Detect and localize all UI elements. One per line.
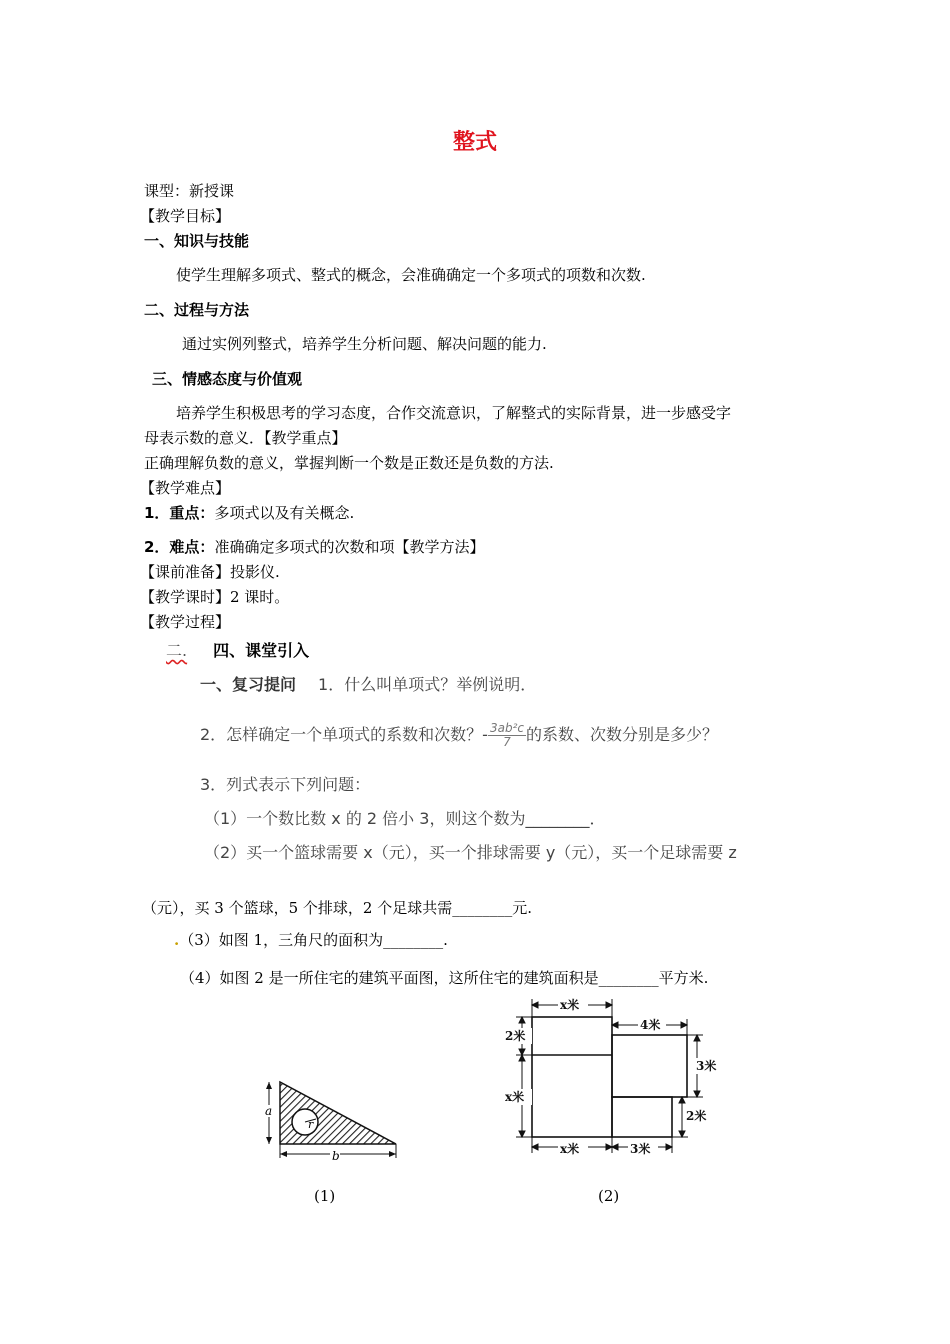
fig2-label-bottom-right: 3米 [630, 1142, 651, 1156]
review-q3-2-cont: （元），买 3 个篮球，5 个排球，2 个足球共需________元. [142, 899, 532, 917]
fig2-label-right-top: 4米 [640, 1018, 661, 1032]
fig2-label-left-top: 2米 [505, 1029, 526, 1043]
section3-text-2: 母表示数的意义．【教学重点】 [144, 429, 347, 447]
difficult-point-row [144, 537, 484, 557]
difficulty-heading: 【教学难点】 [140, 479, 231, 497]
q2-fraction [488, 722, 526, 749]
review-q3: 3．列式表示下列问题： [200, 775, 371, 794]
key-points-text: 正确理解负数的意义，掌握判断一个数是正数还是负数的方法. [144, 454, 554, 472]
plan-right-upper-room [612, 1035, 687, 1097]
prep-line: 【课前准备】投影仪. [140, 563, 280, 581]
figure2-floorplan [500, 995, 730, 1165]
fig1-label-r: r [308, 1118, 314, 1131]
q2-fraction-bottom: 7 [503, 735, 511, 749]
plan-right-lower-room [612, 1097, 672, 1137]
key-point-text: 多项式以及有关概念. [214, 504, 355, 522]
fig2-label-right-low: 2米 [686, 1109, 707, 1123]
course-type: 课型：新授课 [144, 182, 235, 200]
section2-heading: 二、过程与方法 [144, 301, 250, 319]
process-line: 【教学过程】 [140, 613, 231, 631]
key-point-label: 1．重点： [144, 504, 215, 522]
fig2-label-top: x米 [560, 998, 580, 1012]
review-q1: 1．什么叫单项式？举例说明． [318, 675, 537, 694]
review-q2-after: 的系数、次数分别是多少？ [525, 725, 718, 744]
figure2-caption: (2) [598, 1187, 620, 1205]
difficult-point-text: 准确确定多项式的次数和项【教学方法】 [214, 538, 485, 556]
intro-heading-row [166, 641, 309, 661]
review-q3-3: （3）如图 1，三角尺的面积为________. [179, 931, 448, 949]
section1-text: 使学生理解多项式、整式的概念，会准确确定一个多项式的项数和次数. [176, 266, 646, 284]
objectives-heading: 【教学目标】 [140, 207, 231, 225]
intro-heading: 四、课堂引入 [213, 641, 310, 660]
figure1-triangle [260, 1070, 410, 1165]
fig2-label-right-mid: 3米 [696, 1059, 717, 1073]
review-q2-before: 2．怎样确定一个单项式的系数和次数？- [200, 725, 488, 744]
figure1-caption: (1) [314, 1187, 336, 1205]
section3-heading: 三、情感态度与价值观 [152, 370, 303, 388]
fig2-label-left-mid: x米 [505, 1090, 525, 1104]
review-q2-row [200, 722, 718, 749]
page-title: 整式 [452, 130, 497, 155]
fig2-label-bottom-left: x米 [560, 1142, 580, 1156]
fig1-label-a: a [265, 1104, 273, 1118]
review-q3-1: （1）一个数比数 x 的 2 倍小 3，则这个数为________． [204, 809, 606, 828]
q2-fraction-top: 3ab²c [489, 721, 524, 735]
section1-heading: 一、知识与技能 [144, 232, 250, 250]
fig1-label-b: b [332, 1149, 340, 1163]
review-q3-4: （4）如图 2 是一所住宅的建筑平面图，这所住宅的建筑面积是________平方米. [180, 969, 709, 987]
review-q3-2: （2）买一个篮球需要 x（元），买一个排球需要 y（元），买一个足球需要 z [204, 843, 737, 862]
section2-text: 通过实例列整式，培养学生分析问题、解决问题的能力. [182, 335, 547, 353]
review-row [200, 675, 536, 695]
intro-prefix: 二. [166, 641, 188, 660]
review-heading: 一、复习提问 [200, 675, 297, 694]
difficult-point-label: 2．难点： [144, 538, 215, 556]
hours-line: 【教学课时】2 课时。 [140, 588, 290, 606]
key-point-row [144, 503, 354, 523]
plan-left-room [532, 1017, 612, 1137]
section3-text-1: 培养学生积极思考的学习态度，合作交流意识，了解整式的实际背景，进一步感受字 [176, 404, 732, 422]
review-q3-3-row: .（3）如图 1，三角尺的面积为________. [174, 931, 448, 949]
